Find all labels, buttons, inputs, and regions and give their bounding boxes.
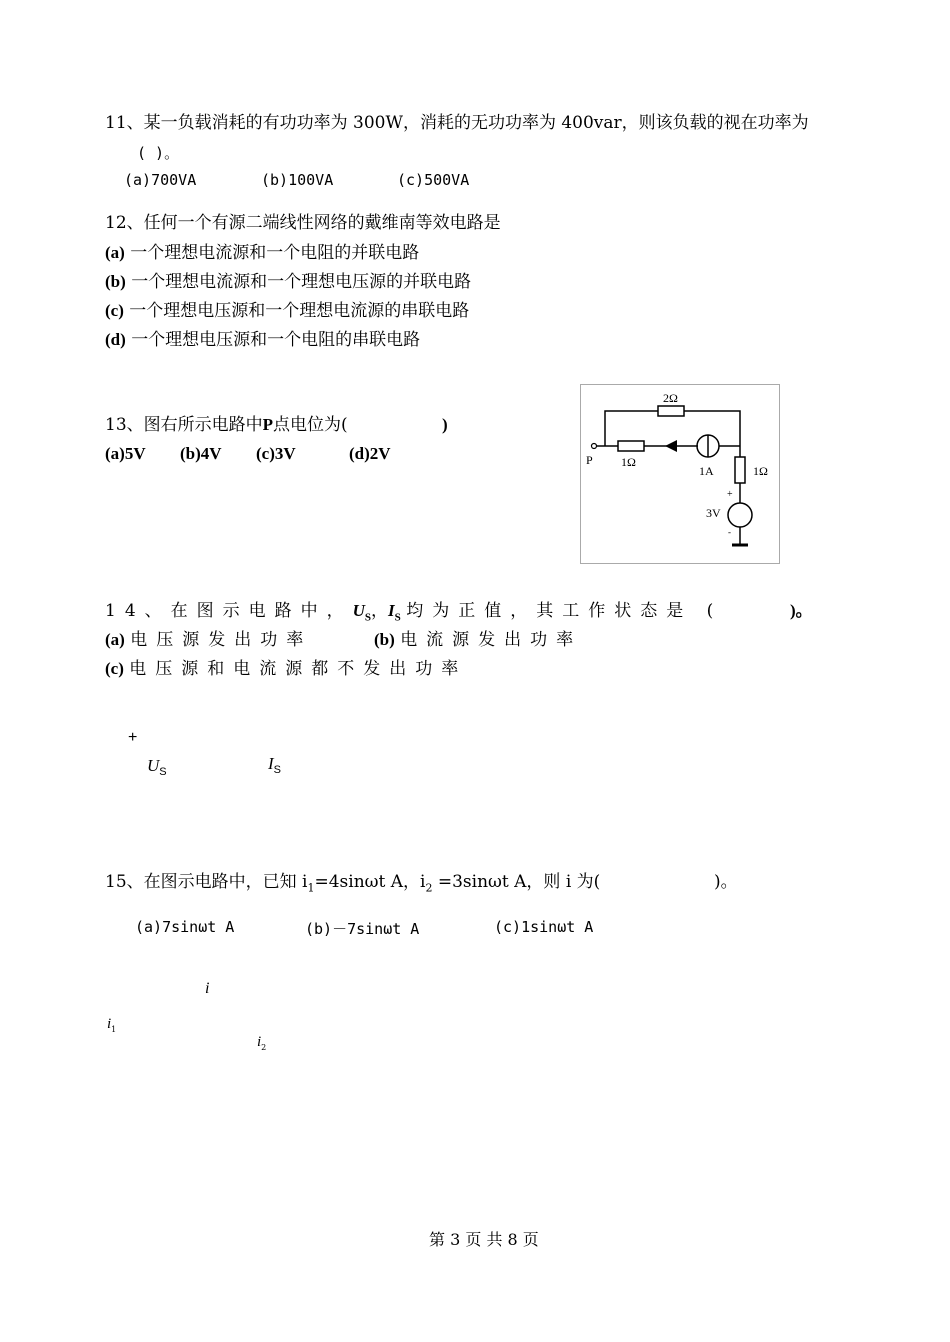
q13-circuit-svg bbox=[581, 385, 779, 563]
q15-mid: =4sinωt A，i bbox=[314, 872, 426, 892]
wire-top-right bbox=[684, 411, 740, 443]
q15-fig-i1-sub: 1 bbox=[111, 1025, 117, 1035]
q14-option-a bbox=[105, 630, 312, 650]
q14-option-c-label: (c) bbox=[105, 659, 124, 678]
q14-option-b-label: (b) bbox=[374, 630, 395, 649]
q12-option-a-text: 一个理想电流源和一个电阻的并联电路 bbox=[130, 243, 420, 263]
q14-text-pre: 14、在图示电路中， bbox=[105, 601, 353, 621]
q14-fig-is-letter: I bbox=[268, 754, 274, 773]
label-1ohm-right: 1Ω bbox=[753, 464, 768, 478]
q14-fig-is bbox=[268, 754, 281, 776]
q14-fig-us bbox=[147, 756, 167, 778]
q14-fig-us-sub: S bbox=[159, 766, 167, 779]
q13-text-pre: 13、图右所示电路中 bbox=[105, 415, 263, 435]
q11-option-c: (c)500VA bbox=[397, 171, 470, 189]
q12-option-b bbox=[105, 272, 471, 292]
q15-i2-sub: 2 bbox=[425, 881, 433, 895]
q13-point: P bbox=[262, 415, 274, 434]
q15-fig-i: i bbox=[205, 980, 210, 997]
q11-option-a: (a)700VA bbox=[124, 171, 197, 189]
q12-option-a bbox=[105, 243, 419, 263]
q15-option-b: (b)－7sinωt A bbox=[305, 920, 420, 938]
q14-option-a-label: (a) bbox=[105, 630, 125, 649]
q13-option-c: (c)3V bbox=[256, 444, 296, 463]
q14-is-sub: S bbox=[394, 611, 401, 624]
q15-text bbox=[105, 872, 600, 898]
q15-fig-i2 bbox=[257, 1031, 266, 1052]
q14-is: I bbox=[388, 601, 395, 620]
q14-option-c bbox=[105, 659, 467, 679]
q11-text: 11、某一负载消耗的有功功率为 300W，消耗的无功功率为 400var，则该负载的视在功率为 bbox=[105, 113, 809, 133]
label-2ohm: 2Ω bbox=[663, 391, 678, 405]
label-1a: 1A bbox=[699, 464, 714, 478]
q14-fig-plus: + bbox=[128, 729, 138, 746]
q11-option-b: (b)100VA bbox=[261, 171, 334, 189]
q15-text-pre: 15、在图示电路中，已知 i bbox=[105, 872, 308, 892]
q14-fig-us-letter: U bbox=[147, 756, 160, 775]
q14-fig-is-sub: S bbox=[273, 764, 282, 777]
q15-option-a: (a)7sinωt A bbox=[135, 918, 235, 936]
q12-option-a-label: (a) bbox=[105, 243, 125, 262]
q14-comma: ， bbox=[371, 601, 389, 621]
q14-option-c-text: 电压源和电流源都不发出功率 bbox=[129, 659, 468, 679]
label-1ohm-mid: 1Ω bbox=[621, 455, 636, 469]
q14-option-b-text: 电流源发出功率 bbox=[400, 630, 583, 650]
voltage-source-3v bbox=[728, 503, 752, 527]
resistor-1ohm-mid bbox=[618, 441, 644, 451]
node-p bbox=[592, 444, 597, 449]
resistor-1ohm-right bbox=[735, 457, 745, 483]
q11-blank: ( )。 bbox=[137, 144, 180, 162]
q14-option-a-text: 电压源发出功率 bbox=[130, 630, 313, 650]
q12-option-c-text: 一个理想电压源和一个理想电流源的串联电路 bbox=[129, 301, 470, 321]
q13-circuit-figure bbox=[580, 384, 780, 564]
q12-option-d bbox=[105, 330, 420, 350]
q12-option-c-label: (c) bbox=[105, 301, 124, 320]
page-footer: 第 3 页 共 8 页 bbox=[429, 1230, 539, 1249]
q14-close: )。 bbox=[790, 601, 813, 620]
q15-text-post: =3sinωt A，则 i 为( bbox=[432, 872, 601, 892]
q13-option-a: (a)5V bbox=[105, 444, 146, 463]
label-3v: 3V bbox=[706, 506, 721, 520]
q15-option-c: (c)1sinωt A bbox=[494, 918, 594, 936]
q15-i1-sub: 1 bbox=[307, 881, 315, 895]
q14-text-post: 均为正值，其工作状态是 ( bbox=[406, 601, 723, 621]
q14-us-sub: S bbox=[364, 611, 372, 624]
q12-text: 12、任何一个有源二端线性网络的戴维南等效电路是 bbox=[105, 213, 501, 233]
label-minus: - bbox=[728, 527, 731, 537]
arrow-icon bbox=[665, 440, 677, 452]
q15-fig-i2-sub: 2 bbox=[261, 1043, 267, 1053]
q13-option-d: (d)2V bbox=[349, 444, 391, 463]
q13-text bbox=[105, 415, 348, 435]
q13-close: ) bbox=[442, 415, 448, 434]
q13-text-post: 点电位为( bbox=[273, 415, 348, 435]
q14-option-b bbox=[374, 630, 582, 650]
q14-us: U bbox=[352, 601, 365, 620]
q14-text bbox=[105, 601, 722, 627]
q12-option-d-text: 一个理想电压源和一个电阻的串联电路 bbox=[131, 330, 421, 350]
q12-option-d-label: (d) bbox=[105, 330, 126, 349]
label-plus: + bbox=[727, 489, 733, 500]
label-p: P bbox=[586, 453, 593, 467]
resistor-2ohm bbox=[658, 406, 684, 416]
q12-option-b-label: (b) bbox=[105, 272, 126, 291]
q15-fig-i1 bbox=[107, 1013, 116, 1034]
q15-fig-i2-letter: i bbox=[257, 1034, 262, 1050]
q12-option-b-text: 一个理想电流源和一个理想电压源的并联电路 bbox=[131, 272, 472, 292]
q13-option-b: (b)4V bbox=[180, 444, 222, 463]
q15-fig-i1-letter: i bbox=[107, 1016, 112, 1032]
q12-option-c bbox=[105, 301, 469, 321]
q15-close: )。 bbox=[714, 872, 738, 892]
